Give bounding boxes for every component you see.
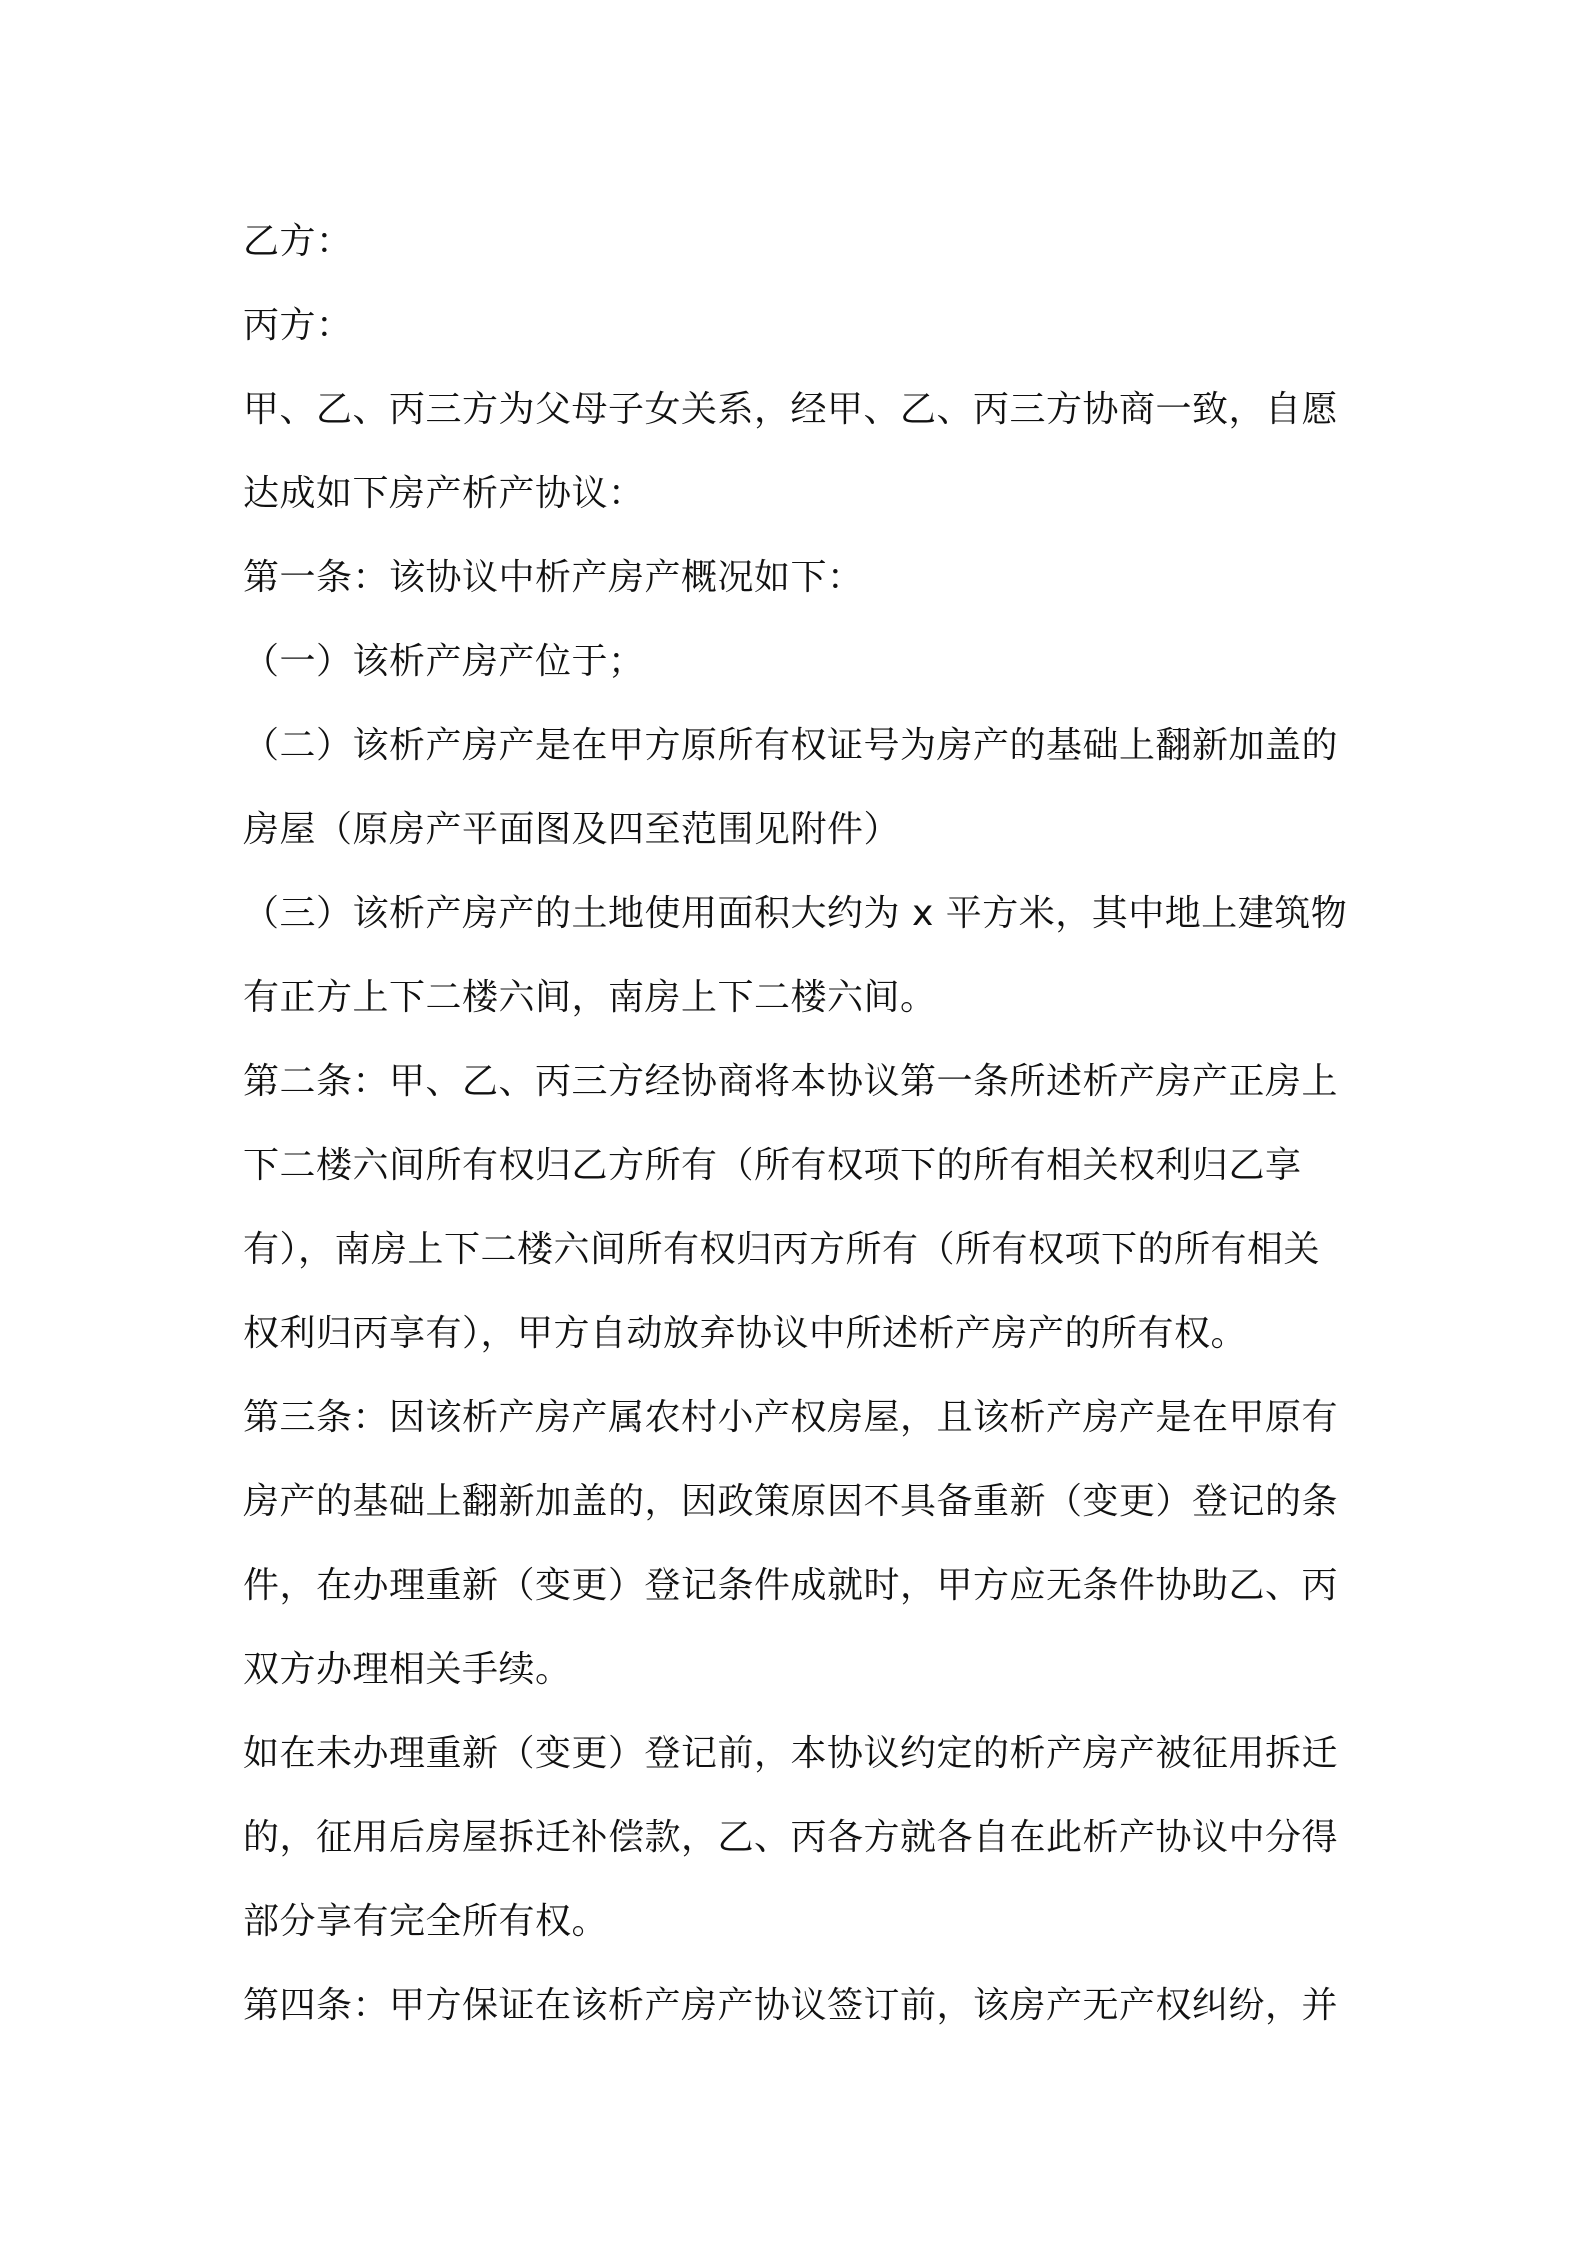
article-1-item-2-line-2: 房屋（原房产平面图及四至范围见附件） — [243, 809, 901, 850]
article-3-para-2-line-1: 如在未办理重新（变更）登记前，本协议约定的析产房产被征用拆迁 — [243, 1733, 1339, 1774]
article-3-para-2-line-2: 的，征用后房屋拆迁补偿款，乙、丙各方就各自在此析产协议中分得 — [243, 1817, 1339, 1858]
preamble-line-1: 甲、乙、丙三方为父母子女关系，经甲、乙、丙三方协商一致，自愿 — [243, 389, 1339, 430]
agreement-body — [243, 200, 1363, 2048]
article-3-line-3: 件，在办理重新（变更）登记条件成就时，甲方应无条件协助乙、丙 — [243, 1565, 1339, 1606]
article-2-line-4: 权利归丙享有），甲方自动放弃协议中所述析产房产的所有权。 — [243, 1313, 1248, 1354]
article-3-para-2-line-3: 部分享有完全所有权。 — [243, 1901, 609, 1942]
article-4-line-1: 第四条：甲方保证在该析产房产协议签订前，该房产无产权纠纷，并 — [243, 1985, 1339, 2026]
article-1-item-3-line-2: 有正方上下二楼六间，南房上下二楼六间。 — [243, 977, 937, 1018]
article-2-line-3: 有），南房上下二楼六间所有权归丙方所有（所有权项下的所有相关 — [243, 1229, 1321, 1270]
article-3-line-2: 房产的基础上翻新加盖的，因政策原因不具备重新（变更）登记的条 — [243, 1481, 1339, 1522]
article-2-line-1: 第二条：甲、乙、丙三方经协商将本协议第一条所述析产房产正房上 — [243, 1061, 1339, 1102]
party-c-line: 丙方： — [243, 305, 353, 346]
article-1-item-1: （一）该析产房产位于； — [243, 641, 645, 682]
article-1-item-2-line-1: （二）该析产房产是在甲方原所有权证号为房产的基础上翻新加盖的 — [243, 725, 1339, 766]
article-2-line-2: 下二楼六间所有权归乙方所有（所有权项下的所有相关权利归乙享 — [243, 1145, 1302, 1186]
article-1-heading: 第一条：该协议中析产房产概况如下： — [243, 557, 864, 598]
article-3-line-1: 第三条：因该析产房产属农村小产权房屋，且该析产房产是在甲原有 — [243, 1397, 1339, 1438]
party-b-line: 乙方： — [243, 221, 353, 262]
article-3-line-4: 双方办理相关手续。 — [243, 1649, 572, 1690]
article-1-item-3-line-1: （三）该析产房产的土地使用面积大约为 x 平方米，其中地上建筑物 — [243, 893, 1348, 934]
preamble-line-2: 达成如下房产析产协议： — [243, 473, 645, 514]
